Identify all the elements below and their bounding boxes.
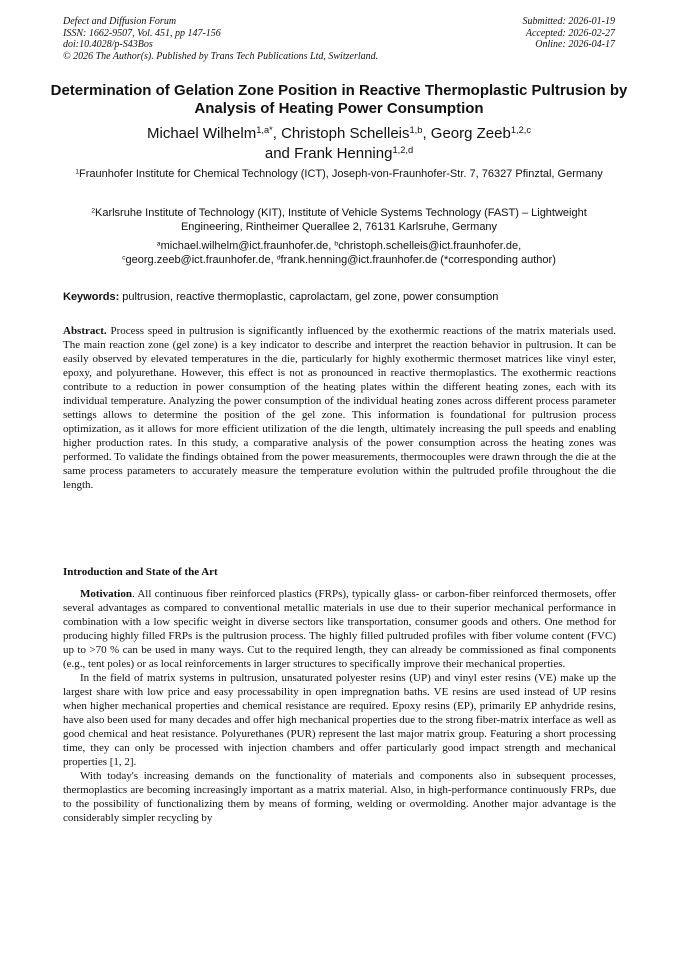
abstract-label: Abstract. xyxy=(63,325,107,337)
introduction-section xyxy=(63,587,616,825)
author-affiliation-marker: 1,b xyxy=(409,124,423,135)
affiliation-text: Karlsruhe Institute of Technology (KIT), Institute of Vehicle Systems Technology (FAST) – Lightweight Engineering, Rintheimer Querallee 2, 76131 Karlsruhe, Germany xyxy=(95,207,587,233)
copyright-notice: © 2026 The Author(s). Published by Trans Tech Publications Ltd, Switzerland. xyxy=(63,50,379,62)
keywords-text: pultrusion, reactive thermoplastic, caprolactam, gel zone, power consumption xyxy=(119,291,499,303)
abstract-section xyxy=(63,324,616,492)
paragraph: With today's increasing demands on the functionality of materials and components also in subsequent processes, thermoplastics are becoming increasingly important as a matrix material. Also, in high-performance continuously FRPs, due to the possibility of functionalizing them by means of forming, welding or overmolding. Another major advantage is the considerably simpler recycling by xyxy=(63,770,616,824)
email-link[interactable]: georg.zeeb@ict.fraunhofer.de, xyxy=(125,254,277,266)
affiliation-2 xyxy=(62,206,616,234)
accepted-date: Accepted: 2026-02-27 xyxy=(525,27,615,39)
email-marker: c xyxy=(122,254,126,262)
author-conjunction: and xyxy=(264,144,295,162)
online-date: Online: 2026-04-17 xyxy=(535,39,615,50)
email-marker: a xyxy=(156,240,161,248)
paragraph xyxy=(63,587,616,671)
affiliation-1 xyxy=(62,167,616,181)
affiliation-marker: 2 xyxy=(91,207,95,215)
affiliation-marker: 1 xyxy=(75,168,80,176)
author-affiliation-marker: 1,a* xyxy=(256,124,273,135)
author-name: Georg Zeeb xyxy=(430,125,511,142)
keywords-label: Keywords: xyxy=(63,291,120,303)
paper-title: Determination of Gelation Zone Position in Reactive Thermoplastic Pultrusion by Analysis of Heating Power Consumption xyxy=(50,82,628,117)
publication-dates xyxy=(523,16,616,51)
author-name: Christoph Schelleis xyxy=(281,125,410,142)
author-emails xyxy=(62,239,616,267)
email-link[interactable]: christoph.schelleis@ict.fraunhofer.de, xyxy=(338,240,522,252)
submitted-date: Submitted: 2026-01-19 xyxy=(522,16,615,27)
paragraph-text: . All continuous fiber reinforced plastics (FRPs), typically glass- or carbon-fiber reinforced thermosets, offer several advantages as compared to conventional metallic materials in use due to their superior mechanical performance in combination with a low specific weight in diverse sectors like transportation, consumer goods and others. One method for producing highly filled FRPs is the pultrusion process. The highly filled pultruded profiles with fiber volume content (FVC) up to >70 % can be used in many ways. Cut to the required length, they can already be commissioned as final components (e.g., tent poles) or as local reinforcements in larger structures to specifically improve their mechanical properties. xyxy=(63,588,616,670)
author-separator: , xyxy=(272,125,282,142)
author-affiliation-marker: 1,2,c xyxy=(510,124,531,135)
journal-name: Defect and Diffusion Forum xyxy=(63,16,177,27)
paragraph: In the field of matrix systems in pultrusion, unsaturated polyester resins (UP) and vinyl ester resins (VE) make up the largest share with low price and easy processability in open impregnation baths. VE resins are used instead of UP resins when higher mechanical properties and chemical resistance are required. Epoxy resins (EP), primarily EP anhydride resins, have also been used for many decades and offer high mechanical properties due to the strong fiber-matrix interface as well as good chemical and heat resistance. Polyurethanes (PUR) represent the last major matrix group. Featuring a short processing time, they can only be processed with injection chambers and offer particularly good impact strength and mechanical properties [1, 2]. xyxy=(63,672,616,768)
email-marker: d xyxy=(276,254,281,262)
email-link[interactable]: frank.henning@ict.fraunhofer.de (*corresponding author) xyxy=(280,254,556,266)
section-heading: Introduction and State of the Art xyxy=(63,566,218,578)
affiliation-text: Fraunhofer Institute for Chemical Technology (ICT), Joseph-von-Fraunhofer-Str. 7, 76327 Pfinztal, Germany xyxy=(79,168,603,180)
keywords-line xyxy=(63,290,616,304)
paragraph-label: Motivation xyxy=(80,588,132,600)
author-list xyxy=(40,124,638,163)
email-marker: b xyxy=(334,240,339,248)
author-affiliation-marker: 1,2,d xyxy=(392,144,414,155)
journal-doi[interactable]: doi:10.4028/p-S43Bos xyxy=(63,39,153,50)
author-name: Frank Henning xyxy=(294,144,393,162)
abstract-text: Process speed in pultrusion is significantly influenced by the exothermic reactions of the matrix materials used. The main reaction zone (gel zone) is a key indicator to describe and interpret the reaction behavior in pultrusion. It can be easily observed by elevated temperatures in the die, particularly for highly exothermic thermoset matrices like vinyl ester, epoxy, and polyurethane. However, this effect is not as pronounced in reactive thermoplastics. The exothermic reactions contribute to a reduction in power consumption of the heating plates within the different heating zones, each with its individual temperature. Analyzing the power consumption of the individual heating zones across different process parameter settings allows to determine the position of the gel zone. This information is foundational for pultrusion process optimization, as it allows for more efficient utilization of the die length, ultimately increasing the pull speeds and enabling higher production rates. In this study, a comparative analysis of the power consumption across the heating zones was performed. To validate the findings obtained from the power measurements, thermocouples were drawn through the die at the same process parameters to accurately measure the temperature evolution within the pultruded profile throughout the die length. xyxy=(63,325,616,491)
journal-issn: ISSN: 1662-9507, Vol. 451, pp 147-156 xyxy=(63,27,221,39)
author-name: Michael Wilhelm xyxy=(147,125,257,142)
journal-header xyxy=(63,16,378,62)
author-separator: , xyxy=(422,125,431,142)
email-link[interactable]: michael.wilhelm@ict.fraunhofer.de, xyxy=(160,240,335,252)
